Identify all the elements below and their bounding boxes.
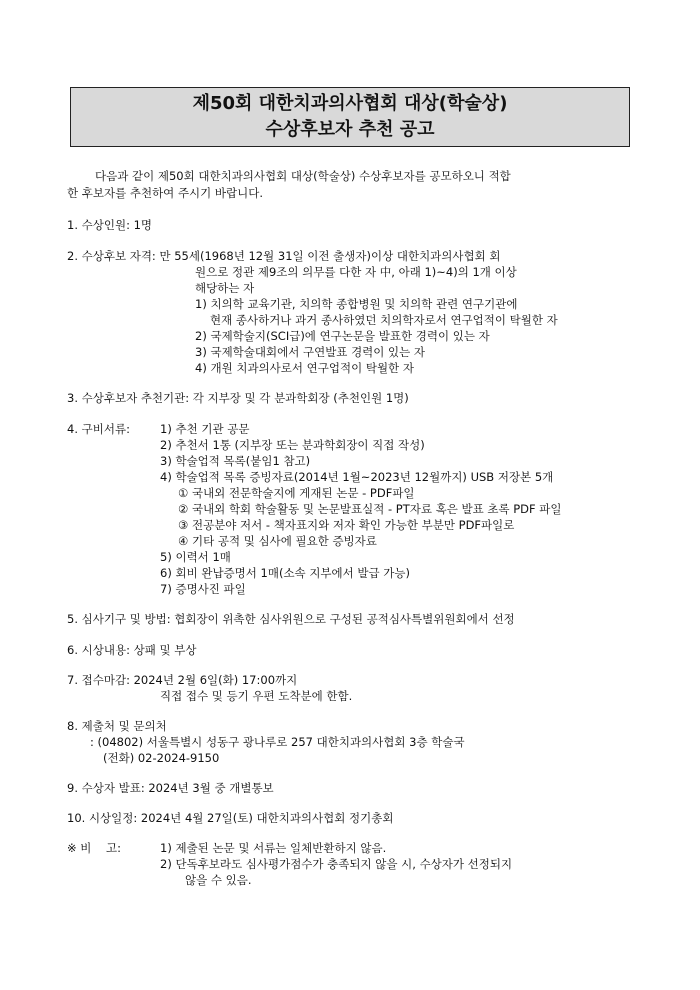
section-1-recipients: 1. 수상인원: 1명 [67,218,153,232]
section-2-item-3: 3) 국제학술대회에서 구연발표 경력이 있는 자 [195,345,426,359]
section-4-subitem-4: ④ 기타 공적 및 심사에 필요한 증빙자료 [178,534,377,548]
section-2-item-1-cont: 현재 종사하거나 과거 종사하였던 치의학자로서 연구업적이 탁월한 자 [210,313,558,327]
section-3-nominators: 3. 수상후보자 추천기관: 각 지부장 및 각 분과학회장 (추천인원 1명) [67,391,409,405]
section-4-item-1: 1) 추천 기관 공문 [160,422,250,436]
section-7-note: 직접 접수 및 등기 우편 도착분에 한함. [160,689,353,703]
section-7-deadline: 7. 접수마감: 2024년 2월 6일(화) 17:00까지 [67,673,298,687]
title-line-2: 수상후보자 추천 공고 [265,119,435,140]
section-4-label: 4. 구비서류: [67,422,130,436]
section-2-item-1: 1) 치의학 교육기관, 치의학 종합병원 및 치의학 관련 연구기관에 [195,297,518,311]
section-8-heading: 8. 제출처 및 문의처 [67,719,167,733]
section-2-item-2: 2) 국제학술지(SCI급)에 연구논문을 발표한 경력이 있는 자 [195,329,490,343]
intro-line-1: 다음과 같이 제50회 대한치과의사협회 대상(학술상) 수상후보자를 공모하오니 적합 [95,169,511,183]
section-4-item-2: 2) 추천서 1통 (지부장 또는 분과학회장이 직접 작성) [160,438,425,452]
note-line-3: 않을 수 있음. [185,873,252,887]
section-4-item-6: 6) 회비 완납증명서 1매(소속 지부에서 발급 가능) [160,566,410,580]
section-8-address: : (04802) 서울특별시 성동구 광나루로 257 대한치과의사협회 3층 학술국 [90,735,465,749]
section-6-award: 6. 시상내용: 상패 및 부상 [67,643,197,657]
note-line-2: 2) 단독후보라도 심사평가점수가 충족되지 않을 시, 수상자가 선정되지 [160,857,513,871]
section-4-subitem-1: ① 국내외 전문학술지에 게재된 논문 - PDF파일 [178,486,415,500]
section-4-item-3: 3) 학술업적 목록(붙임1 참고) [160,454,311,468]
section-2-line-2: 원으로 정관 제9조의 의무를 다한 자 中, 아래 1)~4)의 1개 이상 [195,265,517,279]
note-line-1: 1) 제출된 논문 및 서류는 일체반환하지 않음. [160,841,387,855]
section-4-item-5: 5) 이력서 1매 [160,550,231,564]
section-4-item-7: 7) 증명사진 파일 [160,582,246,596]
section-4-subitem-2: ② 국내외 학회 학술활동 및 논문발표실적 - PT자료 혹은 발표 초록 PDF 파일 [178,502,562,516]
section-4-subitem-3: ③ 전공분야 저서 - 책자표지와 저자 확인 가능한 부분만 PDF파일로 [178,518,515,532]
title-line-1: 제50회 대한치과의사협회 대상(학술상) [192,93,508,114]
note-label: ※ 비 고: [67,841,122,855]
section-2-item-4: 4) 개원 치과의사로서 연구업적이 탁월한 자 [195,361,414,375]
section-2-line-3: 해당하는 자 [195,281,255,295]
section-4-item-4: 4) 학술업적 목록 증빙자료(2014년 1월~2023년 12월까지) USB 저장본 5개 [160,470,554,484]
section-8-phone: (전화) 02-2024-9150 [103,751,220,765]
intro-line-2: 한 후보자를 추천하여 주시기 바랍니다. [67,186,264,200]
title-box [70,87,630,147]
section-10-ceremony: 10. 시상일정: 2024년 4월 27일(토) 대한치과의사협회 정기총회 [67,811,394,825]
section-9-announcement: 9. 수상자 발표: 2024년 3월 중 개별통보 [67,781,274,795]
section-2-line-1: 2. 수상후보 자격: 만 55세(1968년 12월 31일 이전 출생자)이상 대한치과의사협회 회 [67,249,501,263]
section-5-review: 5. 심사기구 및 방법: 협회장이 위촉한 심사위원으로 구성된 공적심사특별위원회에서 선정 [67,612,515,626]
